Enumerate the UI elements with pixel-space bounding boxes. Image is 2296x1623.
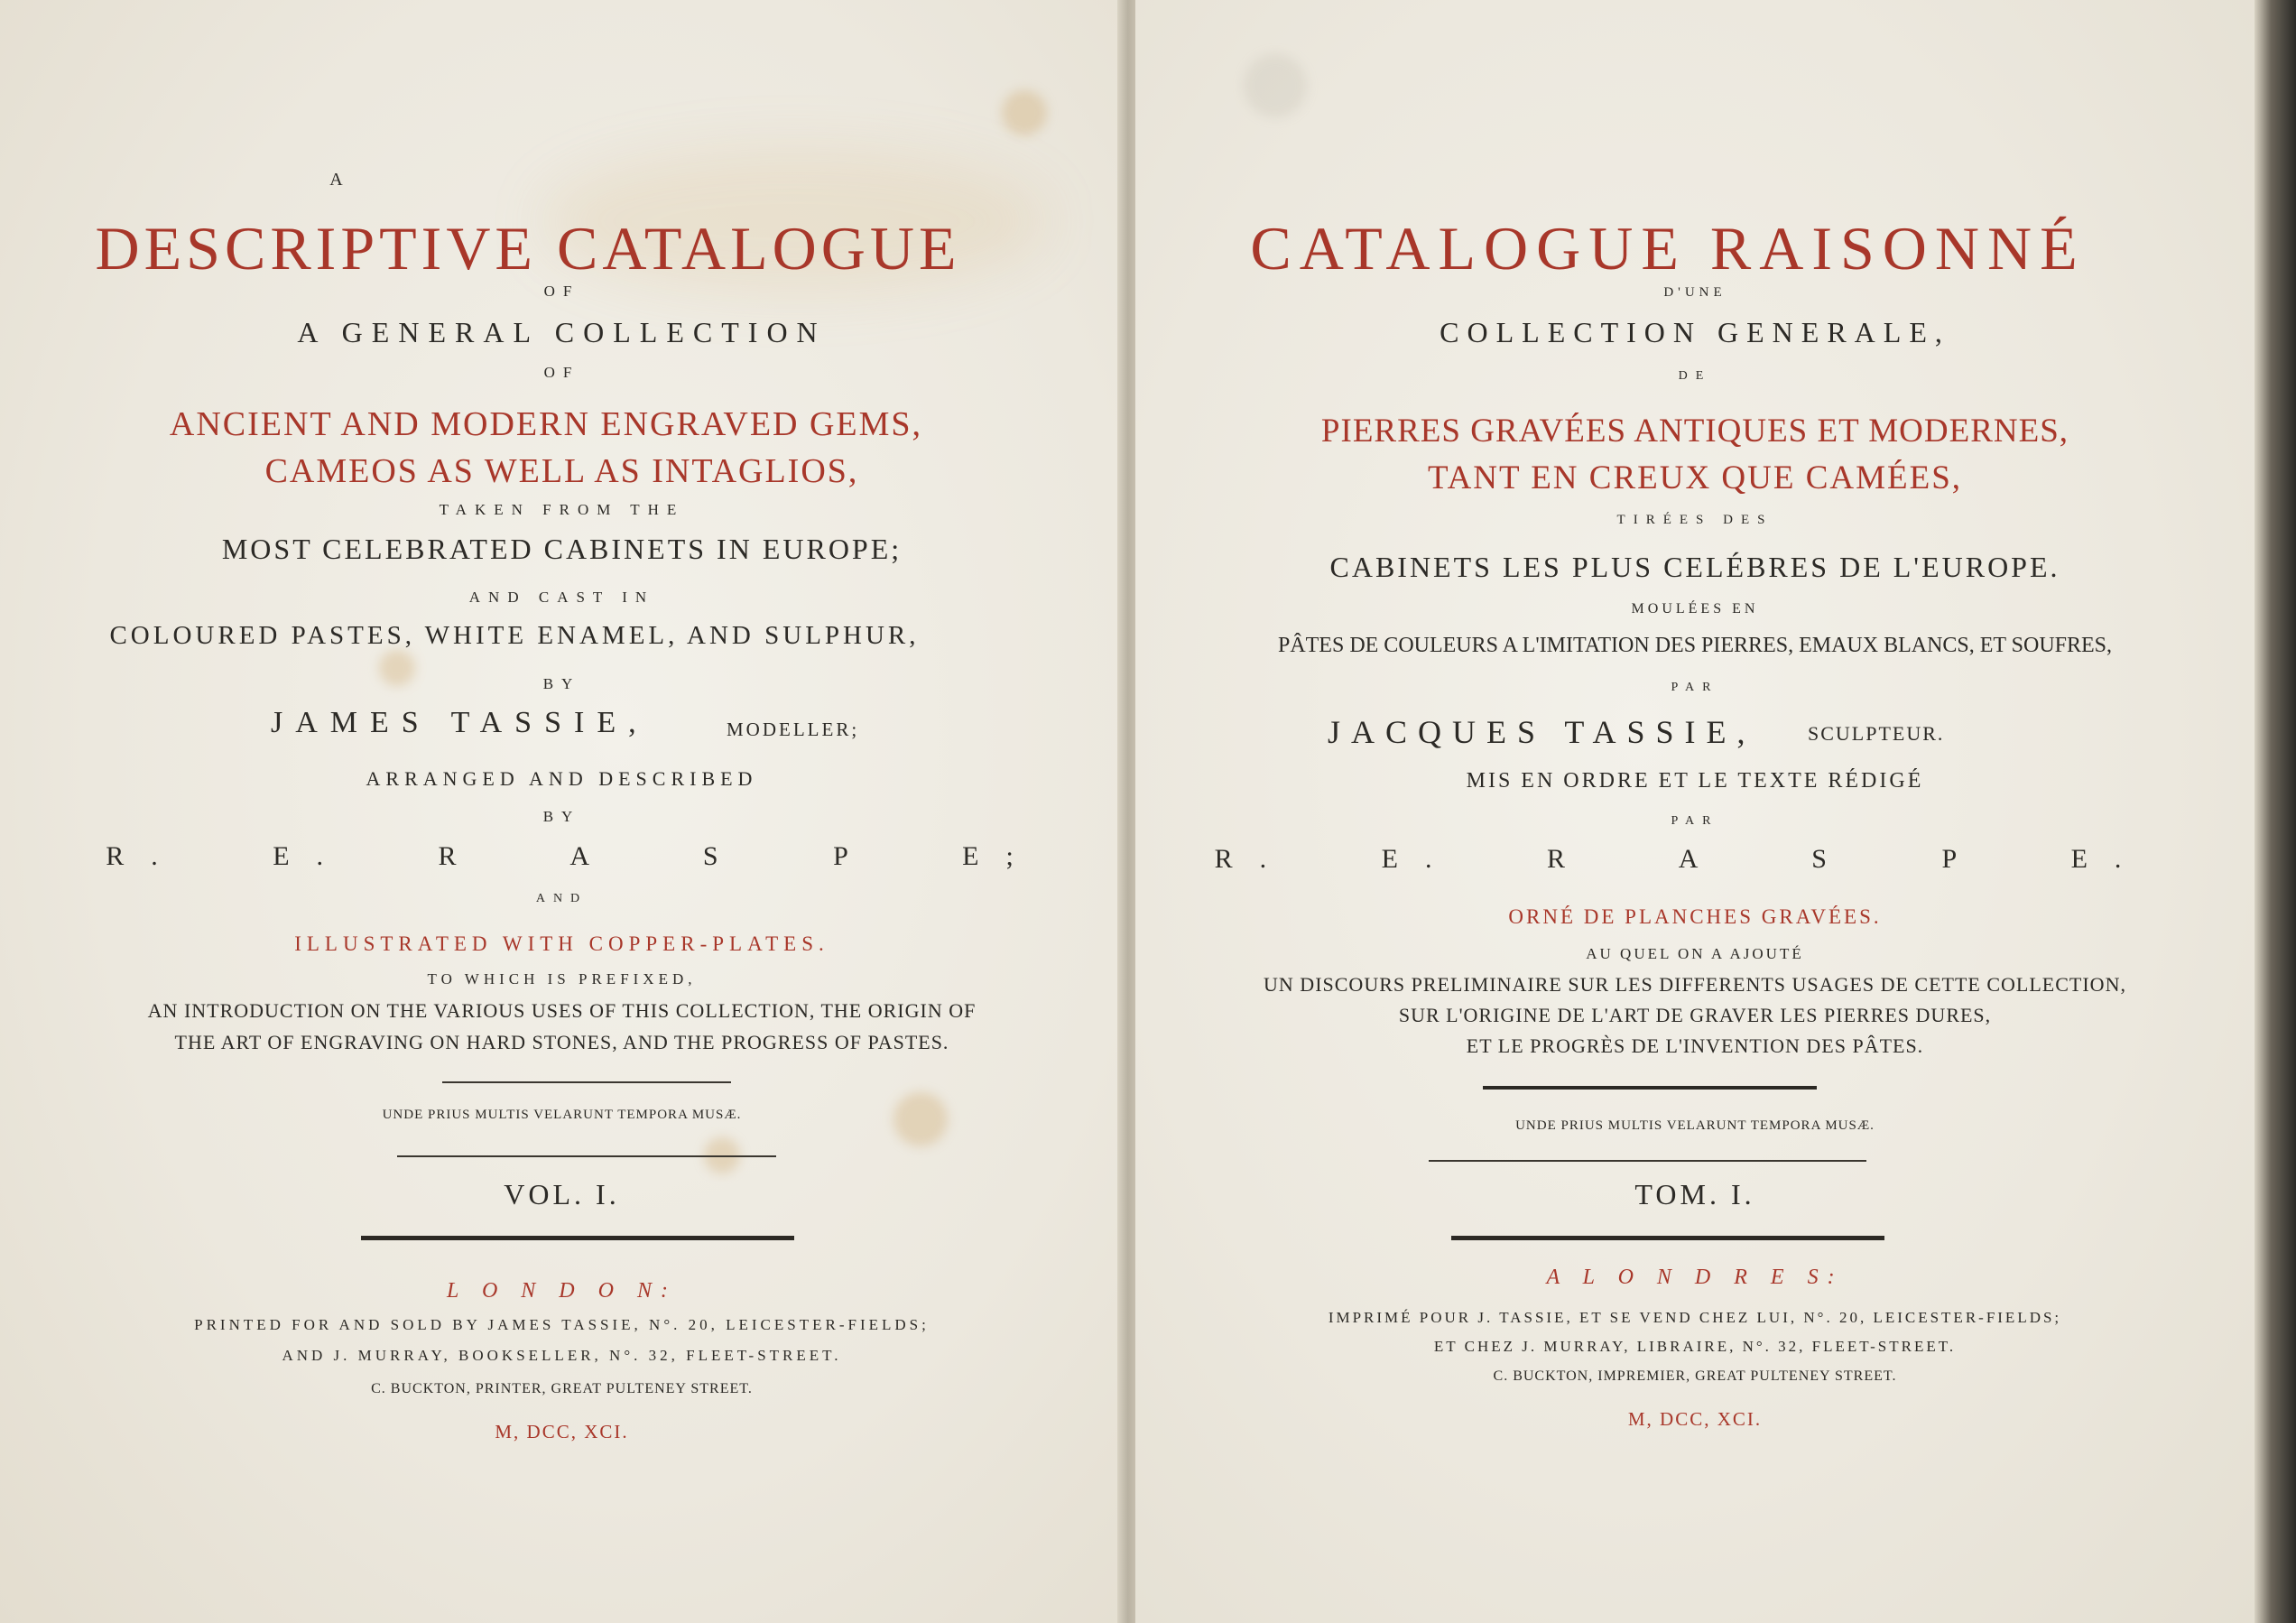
materials-line: COLOURED PASTES, WHITE ENAMEL, AND SULPHUR, xyxy=(109,621,920,650)
subject-line-1: ANCIENT AND MODERN ENGRAVED GEMS, xyxy=(169,405,923,443)
left-title-page xyxy=(0,0,1124,1623)
volume-label: TOM. I. xyxy=(1634,1178,1755,1210)
ordre-line: MIS EN ORDRE ET LE TEXTE RÉDIGÉ xyxy=(1466,769,1924,793)
right-title-page xyxy=(1135,0,2254,1623)
connector-of: OF xyxy=(543,283,580,300)
divider-rule xyxy=(397,1155,776,1157)
illustrated-line: ILLUSTRATED WITH COPPER-PLATES. xyxy=(294,932,829,955)
author-role: SCULPTEUR. xyxy=(1808,722,1945,745)
par-line: PAR xyxy=(1671,681,1719,694)
subject-line-2: CAMEOS AS WELL AS INTAGLIOS, xyxy=(264,452,859,490)
imprint-place: A L O N D R E S: xyxy=(1546,1266,1844,1289)
printer-line: C. BUCKTON, PRINTER, GREAT PULTENEY STREET. xyxy=(371,1381,753,1396)
connector-of: OF xyxy=(543,364,580,381)
connector-de: DE xyxy=(1678,369,1712,383)
arranged-line: ARRANGED AND DESCRIBED xyxy=(366,767,758,790)
collection-line: A GENERAL COLLECTION xyxy=(297,316,827,348)
materials-line: PÂTES DE COULEURS A L'IMITATION DES PIERRES, EMAUX BLANCS, ET SOUFRES, xyxy=(1277,634,2113,657)
double-rule xyxy=(361,1236,794,1240)
discours-line-1: UN DISCOURS PRELIMINAIRE SUR LES DIFFERENTS USAGES DE CETTE COLLECTION, xyxy=(1264,973,2126,996)
cabinets-line: MOST CELEBRATED CABINETS IN EUROPE; xyxy=(221,533,903,565)
by-line: BY xyxy=(542,675,581,692)
imprint-line-1: PRINTED FOR AND SOLD BY JAMES TASSIE, N°. 20, LEICESTER-FIELDS; xyxy=(194,1316,930,1333)
orne-line: ORNÉ DE PLANCHES GRAVÉES. xyxy=(1508,905,1882,928)
cast-in: AND CAST IN xyxy=(468,589,655,606)
ajoute-line: AU QUEL ON A AJOUTÉ xyxy=(1586,945,1804,962)
title-article: A xyxy=(329,170,343,190)
divider-rule xyxy=(442,1081,731,1083)
imprint-line-2: ET CHEZ J. MURRAY, LIBRAIRE, N°. 32, FLEET-STREET. xyxy=(1433,1338,1957,1355)
motto: UNDE PRIUS MULTIS VELARUNT TEMPORA MUSÆ. xyxy=(1515,1118,1875,1133)
subject-line-1: PIERRES GRAVÉES ANTIQUES ET MODERNES, xyxy=(1320,413,2069,450)
connector-dune: D'UNE xyxy=(1663,285,1727,300)
author-name: JACQUES TASSIE, xyxy=(1328,714,1756,750)
foxing-stain xyxy=(1244,54,1307,117)
editor-name: R. E. R A S P E. xyxy=(1214,844,2149,874)
main-title: DESCRIPTIVE CATALOGUE xyxy=(95,214,961,283)
imprint-line-1: IMPRIMÉ POUR J. TASSIE, ET SE VEND CHEZ LUI, N°. 20, LEICESTER-FIELDS; xyxy=(1328,1309,2062,1326)
divider-rule xyxy=(1429,1160,1866,1162)
par-line-2: PAR xyxy=(1671,814,1719,828)
by-line-2: BY xyxy=(542,808,581,825)
divider-rule xyxy=(1483,1086,1817,1090)
tirees-line: TIRÉES DES xyxy=(1616,513,1773,527)
printer-line: C. BUCKTON, IMPREMIER, GREAT PULTENEY STREET. xyxy=(1493,1368,1897,1384)
cabinets-line: CABINETS LES PLUS CELÉBRES DE L'EUROPE. xyxy=(1329,551,2060,583)
imprint-year: M, DCC, XCI. xyxy=(495,1421,629,1442)
page-edge xyxy=(2254,0,2296,1623)
editor-name: R. E. R A S P E; xyxy=(106,841,1041,871)
intro-line-2: THE ART OF ENGRAVING ON HARD STONES, AND THE PROGRESS OF PASTES. xyxy=(174,1031,949,1053)
imprint-place: L O N D O N: xyxy=(447,1279,677,1303)
moulees-line: MOULÉES EN xyxy=(1631,601,1759,617)
author-role: MODELLER; xyxy=(727,719,860,740)
discours-line-3: ET LE PROGRÈS DE L'INVENTION DES PÂTES. xyxy=(1466,1034,1924,1057)
prefixed-line: TO WHICH IS PREFIXED, xyxy=(427,970,697,988)
collection-line: COLLECTION GENERALE, xyxy=(1440,316,1950,348)
imprint-year: M, DCC, XCI. xyxy=(1627,1408,1763,1430)
motto: UNDE PRIUS MULTIS VELARUNT TEMPORA MUSÆ. xyxy=(382,1108,742,1122)
intro-line-1: AN INTRODUCTION ON THE VARIOUS USES OF THIS COLLECTION, THE ORIGIN OF xyxy=(147,999,977,1022)
subject-line-2: TANT EN CREUX QUE CAMÉES, xyxy=(1427,459,1963,496)
and-line: AND xyxy=(535,892,588,905)
foxing-stain xyxy=(1002,90,1047,135)
imprint-line-2: AND J. MURRAY, BOOKSELLER, N°. 32, FLEET-STREET. xyxy=(282,1347,842,1364)
double-rule xyxy=(1451,1236,1884,1240)
taken-from: TAKEN FROM THE xyxy=(439,501,685,518)
discours-line-2: SUR L'ORIGINE DE L'ART DE GRAVER LES PIERRES DURES, xyxy=(1398,1004,1992,1026)
author-name: JAMES TASSIE, xyxy=(271,706,649,739)
volume-label: VOL. I. xyxy=(504,1178,620,1210)
main-title: CATALOGUE RAISONNÉ xyxy=(1250,214,2086,283)
